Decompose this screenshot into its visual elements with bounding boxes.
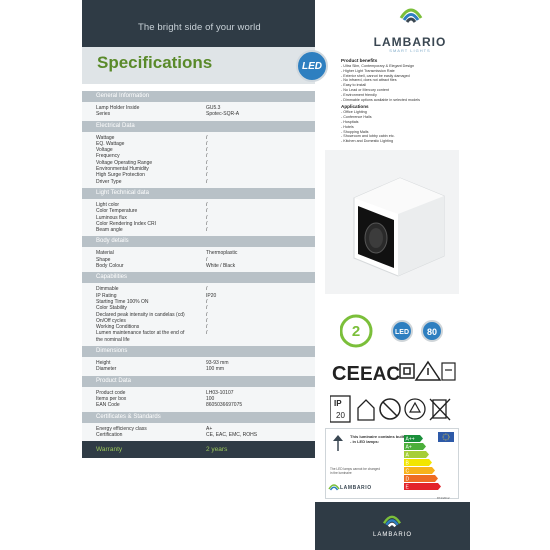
ra-value: 80: [426, 327, 438, 337]
energy-class-bar: [404, 459, 432, 467]
spec-value: /: [206, 201, 208, 208]
spec-value: 100 mm: [206, 366, 225, 373]
list-item: - Exterior shell, cannot be easily damaged: [341, 73, 410, 78]
spec-row: [96, 263, 315, 269]
list-item: - Environment friendly: [341, 92, 377, 97]
benefits-title: Product benefits: [341, 58, 378, 63]
spec-value: /: [206, 305, 208, 312]
tagline: The bright side of your world: [138, 22, 261, 33]
spec-key: Material: [96, 250, 114, 257]
spec-value: /: [206, 208, 208, 215]
no-mercury-icon: [380, 399, 400, 419]
list-item: - No Lead or Mercury content: [341, 87, 389, 92]
energy-label-brand: LAMBARIO: [340, 485, 372, 491]
spec-row: [96, 337, 315, 343]
spec-value: /: [206, 153, 208, 160]
spec-key: EQ. Wattage: [96, 140, 125, 147]
spec-value: White / Black: [206, 263, 236, 270]
spec-key: On/Off cycles: [96, 317, 126, 324]
energy-class-label: D: [405, 476, 410, 483]
spec-value: 8605036697075: [206, 402, 243, 409]
energy-class-bar: [404, 443, 426, 451]
spec-key: EAN Code: [96, 402, 120, 409]
section-header: Product Data: [82, 376, 315, 387]
spec-key: Lamp Holder Inside: [96, 105, 140, 111]
benefits-list: [341, 64, 471, 102]
brand-subtitle: SMART LIGHTS: [389, 48, 431, 53]
spec-value: /: [206, 286, 208, 293]
section-header: Light Technical data: [82, 188, 315, 199]
energy-label: [325, 428, 459, 499]
list-item: - Dimmable options available in selected models: [341, 97, 420, 102]
warranty-value: 2 years: [206, 446, 228, 454]
energy-logo-icon: [328, 481, 340, 493]
section-header: Electrical Data: [82, 121, 315, 132]
energy-regulation-code: 874/2012: [437, 496, 450, 500]
spec-value: /: [206, 214, 208, 221]
applications-title: Applications: [341, 104, 369, 110]
energy-class-bar: [404, 483, 441, 491]
spec-value: Thermoplastic: [206, 250, 238, 257]
brand-logo: [360, 4, 460, 54]
section-body: [82, 199, 315, 236]
spec-value: GU5.3: [206, 105, 221, 111]
spec-key: Luminous flux: [96, 214, 127, 221]
brand-name: LAMBARIO: [373, 35, 447, 49]
led-circle-icon: [392, 321, 412, 341]
energy-class-label: A+: [405, 444, 412, 451]
spec-value: Spotec-SQR-A: [206, 111, 240, 118]
warranty-label: Warranty: [96, 446, 123, 454]
spec-key: Diameter: [96, 366, 117, 373]
list-item: - Shopping Malls: [341, 129, 369, 134]
spec-value: /: [206, 166, 208, 173]
energy-class-bar: [404, 475, 438, 483]
spec-key: Items per box: [96, 395, 127, 402]
spec-table: [82, 91, 315, 458]
spec-value: /: [206, 159, 208, 166]
spec-row: [96, 111, 315, 117]
section-body: [82, 357, 315, 376]
spec-value: /: [206, 172, 208, 179]
spec-key: Certification: [96, 431, 123, 438]
section-header: Dimensions: [82, 346, 315, 357]
spec-value: /: [206, 256, 208, 263]
list-item: - No infrared, does not attract flies: [341, 78, 397, 83]
spec-key: Product code: [96, 389, 126, 396]
warranty-row: [82, 441, 315, 458]
weee-bin-icon: [430, 399, 450, 420]
spec-value: A+: [206, 425, 213, 432]
spec-value: 100: [206, 395, 215, 402]
spec-value: /: [206, 298, 208, 305]
list-item: - Office Lighting: [341, 110, 367, 115]
spec-value: LH03-10107: [206, 389, 234, 396]
list-item: - Conference Halls: [341, 115, 372, 120]
protection-triangle-icon: [416, 362, 440, 380]
section-header: Body details: [82, 236, 315, 247]
section-body: [82, 283, 315, 346]
page-title: Specifications: [97, 53, 213, 72]
recycle-icon: [405, 399, 425, 419]
applications-list: [341, 110, 471, 144]
energy-class-label: C: [405, 468, 410, 475]
ip-number: 20: [336, 411, 345, 420]
spec-value: [206, 337, 315, 343]
indoor-use-icon: [442, 363, 455, 380]
spec-key: Working Conditions: [96, 324, 140, 331]
list-item: - Kitchen and Domestic Lighting: [341, 139, 394, 144]
energy-label-text: This luminaire contains built - in LED lamps:: [350, 434, 405, 444]
spec-key: Color Stability: [96, 305, 127, 312]
warranty-years: 2: [351, 323, 361, 340]
energy-class-label: A: [405, 452, 409, 459]
energy-class-label: B: [405, 460, 409, 467]
eac-mark-icon: EAC: [360, 364, 401, 384]
spec-key: Series: [96, 111, 111, 118]
energy-scale: [404, 435, 456, 493]
energy-class-bar: [404, 435, 423, 443]
spec-key: Voltage Operating Range: [96, 159, 153, 166]
spec-key: Color Temperature: [96, 208, 138, 215]
energy-label-note: The LED lamps cannot be changed in the luminaire: [330, 467, 380, 475]
spec-key: Driver Type: [96, 178, 122, 185]
spec-value: IP20: [206, 292, 217, 299]
list-item: - Easy to install: [341, 83, 367, 88]
section-body: [82, 387, 315, 412]
spec-key: Color Rendering Index CRI: [96, 220, 157, 227]
spec-key: Body Colour: [96, 263, 124, 270]
list-item: - Showroom and lobby cabin etc.: [341, 134, 395, 139]
section-header: General Information: [82, 91, 315, 102]
spec-value: /: [206, 140, 208, 147]
spec-row: [96, 402, 315, 408]
lambario-logo-icon: [399, 4, 423, 24]
spec-key: Starting Time 100% ON: [96, 298, 149, 305]
spec-value: /: [206, 317, 208, 324]
certification-row: [330, 360, 456, 384]
warranty-badge-icon: [341, 316, 371, 346]
spec-key: Environmental Humidity: [96, 166, 149, 173]
spec-value: 93-93 mm: [206, 360, 229, 367]
footer-logo-icon: [382, 512, 402, 528]
spec-key: Dimmable: [96, 286, 119, 293]
spec-key: the nominal life: [96, 336, 130, 343]
spec-value: CE, EAC, EMC, ROHS: [206, 431, 258, 438]
spec-value: /: [206, 178, 208, 185]
spec-key: Declared peak intensity in candelas (cd): [96, 311, 185, 318]
spec-key: Light color: [96, 201, 120, 208]
product-lamp-image: [334, 168, 452, 280]
spec-key: Energy efficiency class: [96, 425, 147, 432]
section-header: Capabilities: [82, 272, 315, 283]
list-item: - Hospitals: [341, 119, 359, 124]
section-body: [82, 132, 315, 188]
ip-label: IP: [334, 399, 342, 408]
energy-class-bar: [404, 467, 435, 475]
spec-key: IP Rating: [96, 292, 117, 299]
spec-key: High Surge Protection: [96, 172, 145, 179]
home-use-icon: [358, 400, 374, 420]
spec-value: /: [206, 147, 208, 154]
spec-row: [96, 179, 315, 185]
section-body: [82, 102, 315, 121]
eu-flag-icon: [438, 432, 454, 442]
spec-key: Height: [96, 360, 111, 367]
led-badge: LED: [296, 50, 328, 82]
section-body: [82, 423, 315, 442]
symbols-row: [330, 394, 456, 424]
class-ii-icon: [400, 364, 414, 378]
spec-key: Wattage: [96, 134, 115, 141]
ce-mark-icon: CE: [332, 363, 360, 384]
spec-value: /: [206, 134, 208, 141]
energy-class-bar: [404, 451, 429, 459]
lamp-icon: [330, 433, 346, 453]
benefits-panel: [341, 58, 471, 144]
spec-key: Frequency: [96, 153, 120, 160]
energy-class-label: E: [405, 484, 409, 491]
spec-value: /: [206, 220, 208, 227]
ra-badge-icon: [422, 321, 442, 341]
list-item: - Hotels: [341, 124, 354, 129]
spec-key: Lumen maintenance factor at the end of: [96, 330, 185, 337]
badges-row: [340, 311, 460, 351]
spec-key: Voltage: [96, 147, 113, 154]
spec-row: [96, 227, 315, 233]
spec-row: [96, 366, 315, 372]
spec-row: [96, 432, 315, 438]
led-circle-text: LED: [395, 329, 409, 336]
spec-key: Beam angle: [96, 227, 123, 234]
ip-rating-icon: [330, 396, 350, 422]
footer-band: [315, 502, 470, 550]
spec-value: /: [206, 330, 208, 337]
list-item: - Ultra Slim, Contemporary & Elegant Design: [341, 64, 415, 68]
spec-value: /: [206, 311, 208, 318]
spec-value: /: [206, 227, 208, 234]
section-body: [82, 247, 315, 272]
section-header: Certificates & Standards: [82, 412, 315, 423]
footer-brand: LAMBARIO: [372, 532, 412, 538]
spec-key: Shape: [96, 256, 111, 263]
list-item: - Higher Light Transmission Rate: [341, 68, 395, 73]
energy-class-label: A++: [405, 436, 415, 443]
spec-value: /: [206, 324, 208, 331]
